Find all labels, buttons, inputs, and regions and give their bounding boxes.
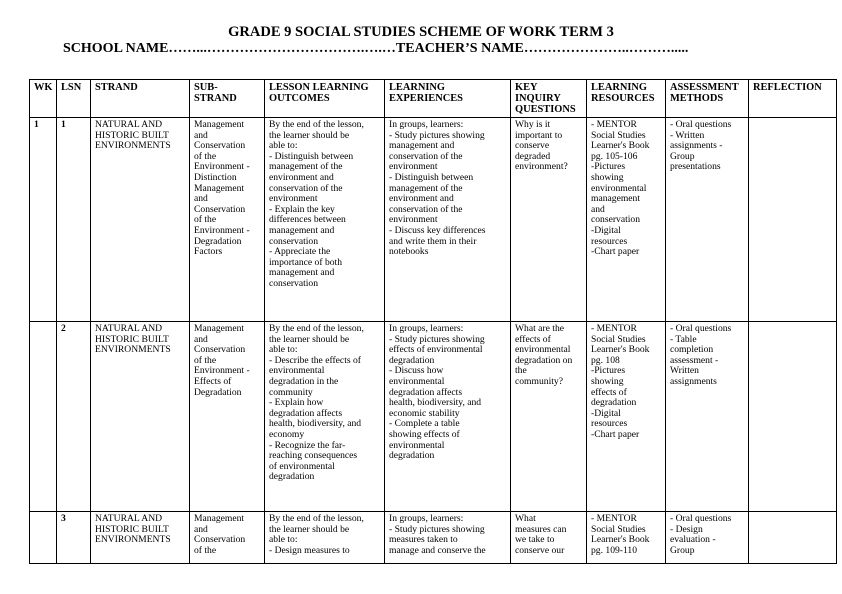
school-teacher-line: SCHOOL NAME……...…………………………….….…TEACHER’S NAME…………………..………..... — [63, 41, 689, 56]
experiences-cell: In groups, learners: - Study pictures showing management and conservation of the environment - Distinguish between management of the environment and conservation of the environment - Discuss key differences and write them in their notebooks — [385, 118, 511, 322]
column-header-reflection: REFLECTION — [749, 80, 837, 118]
column-header-questions: KEY INQUIRY QUESTIONS — [511, 80, 587, 118]
substrand-cell: Management and Conservation of the — [190, 512, 265, 564]
outcomes-cell: By the end of the lesson, the learner should be able to: - Design measures to — [265, 512, 385, 564]
outcomes-cell: By the end of the lesson, the learner should be able to: - Distinguish between management of the environment and conservation of the environment - Explain the key differences between management and conservation - Appreciate the importance of both management and conservation — [265, 118, 385, 322]
column-header-outcomes: LESSON LEARNING OUTCOMES — [265, 80, 385, 118]
lesson-cell: 2 — [57, 322, 91, 512]
reflection-cell — [749, 512, 837, 564]
outcomes-cell: By the end of the lesson, the learner should be able to: - Describe the effects of environmental degradation in the community - Explain how degradation affects health, biodiversity, and economy - Recognize the far- reaching consequences of environmental degradation — [265, 322, 385, 512]
questions-cell: Why is it important to conserve degraded environment? — [511, 118, 587, 322]
column-header-substrand: SUB- STRAND — [190, 80, 265, 118]
resources-cell: - MENTOR Social Studies Learner's Book pg. 109-110 — [587, 512, 666, 564]
resources-cell: - MENTOR Social Studies Learner's Book pg. 108 -Pictures showing effects of degradation -Digital resources -Chart paper — [587, 322, 666, 512]
substrand-cell: Management and Conservation of the Environment - Effects of Degradation — [190, 322, 265, 512]
table-row — [30, 118, 837, 322]
week-cell: 1 — [30, 118, 57, 322]
table-row — [30, 512, 837, 564]
reflection-cell — [749, 118, 837, 322]
assessment-cell: - Oral questions - Table completion assessment - Written assignments — [666, 322, 749, 512]
experiences-cell: In groups, learners: - Study pictures showing measures taken to manage and conserve the — [385, 512, 511, 564]
strand-cell: NATURAL AND HISTORIC BUILT ENVIRONMENTS — [91, 118, 190, 322]
document-title: GRADE 9 SOCIAL STUDIES SCHEME OF WORK TERM 3 — [228, 24, 614, 40]
resources-cell: - MENTOR Social Studies Learner's Book pg. 105-106 -Pictures showing environmental management and conservation -Digital resources -Chart paper — [587, 118, 666, 322]
assessment-cell: - Oral questions - Written assignments - Group presentations — [666, 118, 749, 322]
week-cell — [30, 512, 57, 564]
column-header-experiences: LEARNING EXPERIENCES — [385, 80, 511, 118]
column-header-lsn: LSN — [57, 80, 91, 118]
reflection-cell — [749, 322, 837, 512]
substrand-cell: Management and Conservation of the Environment - Distinction Management and Conservation of the Environment - Degradation Factors — [190, 118, 265, 322]
table-row — [30, 322, 837, 512]
assessment-cell: - Oral questions - Design evaluation - Group — [666, 512, 749, 564]
column-header-resources: LEARNING RESOURCES — [587, 80, 666, 118]
week-cell — [30, 322, 57, 512]
strand-cell: NATURAL AND HISTORIC BUILT ENVIRONMENTS — [91, 512, 190, 564]
scheme-of-work-table — [29, 79, 837, 564]
lesson-cell: 1 — [57, 118, 91, 322]
column-header-strand: STRAND — [91, 80, 190, 118]
questions-cell: What measures can we take to conserve our — [511, 512, 587, 564]
lesson-cell: 3 — [57, 512, 91, 564]
table-header-row — [30, 80, 837, 118]
column-header-wk: WK — [30, 80, 57, 118]
column-header-assessment: ASSESSMENT METHODS — [666, 80, 749, 118]
questions-cell: What are the effects of environmental degradation on the community? — [511, 322, 587, 512]
strand-cell: NATURAL AND HISTORIC BUILT ENVIRONMENTS — [91, 322, 190, 512]
experiences-cell: In groups, learners: - Study pictures showing effects of environmental degradation - Discuss how environmental degradation affects health, biodiversity, and economic stability - Complete a table showing effects of environmental degradation — [385, 322, 511, 512]
